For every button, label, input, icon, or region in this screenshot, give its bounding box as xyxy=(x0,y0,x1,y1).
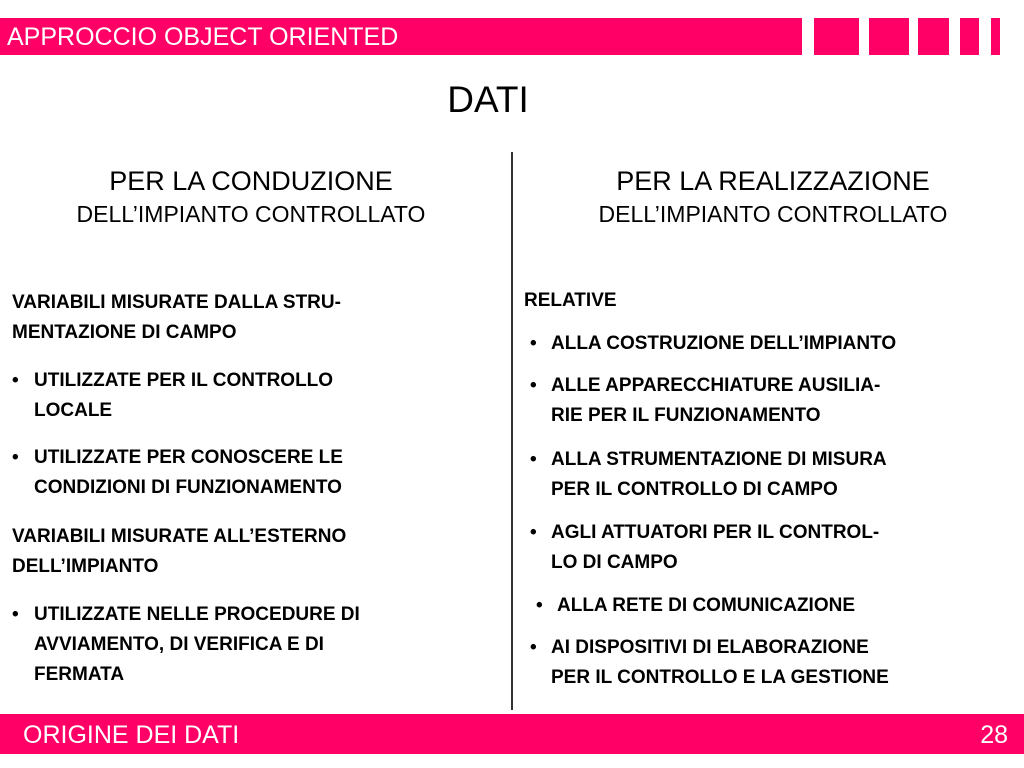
bullet-dot: • xyxy=(530,637,537,658)
right-intro: RELATIVE xyxy=(524,290,617,311)
bullet-dot: • xyxy=(530,375,537,396)
right-heading-line1: PER LA REALIZZAZIONE xyxy=(616,166,930,196)
right-bullet-2 xyxy=(530,371,1020,431)
bullet-dot: • xyxy=(536,595,543,616)
right-bullet-6 xyxy=(530,633,1020,693)
footer-band xyxy=(0,714,1024,754)
bullet-text: ALLE APPARECCHIATURE AUSILIA- RIE PER IL FUNZIONAMENTO xyxy=(551,375,881,426)
bullet-text: ALLA COSTRUZIONE DELL’IMPIANTO xyxy=(551,333,897,354)
header-deco-block-4 xyxy=(960,18,979,55)
header-deco-block-2 xyxy=(869,18,909,55)
bullet-text: UTILIZZATE NELLE PROCEDURE DI AVVIAMENTO, DI VERIFICA E DI FERMATA xyxy=(34,604,360,685)
header-title: APPROCCIO OBJECT ORIENTED xyxy=(7,23,399,51)
right-bullet-5 xyxy=(536,591,1020,621)
bullet-dot: • xyxy=(530,449,537,470)
right-bullet-1 xyxy=(530,329,1020,359)
footer-label: ORIGINE DEI DATI xyxy=(23,721,240,749)
header-deco-block-5 xyxy=(991,18,1000,55)
bullet-dot: • xyxy=(12,604,19,625)
right-column-heading xyxy=(522,164,1024,230)
left-group2-label: VARIABILI MISURATE ALL’ESTERNO DELL’IMPIANTO xyxy=(12,526,347,577)
left-group1-bullet-1 xyxy=(12,366,502,426)
page-number: 28 xyxy=(980,721,1008,749)
slide-title: DATI xyxy=(447,79,529,120)
bullet-dot: • xyxy=(530,333,537,354)
left-column-heading xyxy=(0,164,502,230)
bullet-text: ALLA STRUMENTAZIONE DI MISURA PER IL CONTROLLO DI CAMPO xyxy=(551,449,887,500)
header-deco-block-1 xyxy=(814,18,859,55)
bullet-text: UTILIZZATE PER IL CONTROLLO LOCALE xyxy=(34,370,334,421)
left-group1-label: VARIABILI MISURATE DALLA STRU- MENTAZIONE DI CAMPO xyxy=(12,292,341,343)
header-deco-block-3 xyxy=(918,18,949,55)
bullet-dot: • xyxy=(12,370,19,391)
bullet-text: ALLA RETE DI COMUNICAZIONE xyxy=(557,595,856,616)
left-heading-line1: PER LA CONDUZIONE xyxy=(109,166,393,196)
bullet-dot: • xyxy=(530,522,537,543)
bullet-dot: • xyxy=(12,447,19,468)
left-heading-line2: DELL’IMPIANTO CONTROLLATO xyxy=(76,201,426,227)
left-group2-bullet-1 xyxy=(12,600,502,690)
right-bullet-4 xyxy=(530,518,1020,578)
bullet-text: AGLI ATTUATORI PER IL CONTROL- LO DI CAMPO xyxy=(551,522,880,573)
right-bullet-3 xyxy=(530,445,1020,505)
left-group1-bullet-2 xyxy=(12,443,502,503)
bullet-text: AI DISPOSITIVI DI ELABORAZIONE PER IL CONTROLLO E LA GESTIONE xyxy=(551,637,889,688)
column-divider xyxy=(511,152,513,710)
header-band xyxy=(0,18,802,55)
right-heading-line2: DELL’IMPIANTO CONTROLLATO xyxy=(598,201,948,227)
bullet-text: UTILIZZATE PER CONOSCERE LE CONDIZIONI DI FUNZIONAMENTO xyxy=(34,447,343,498)
